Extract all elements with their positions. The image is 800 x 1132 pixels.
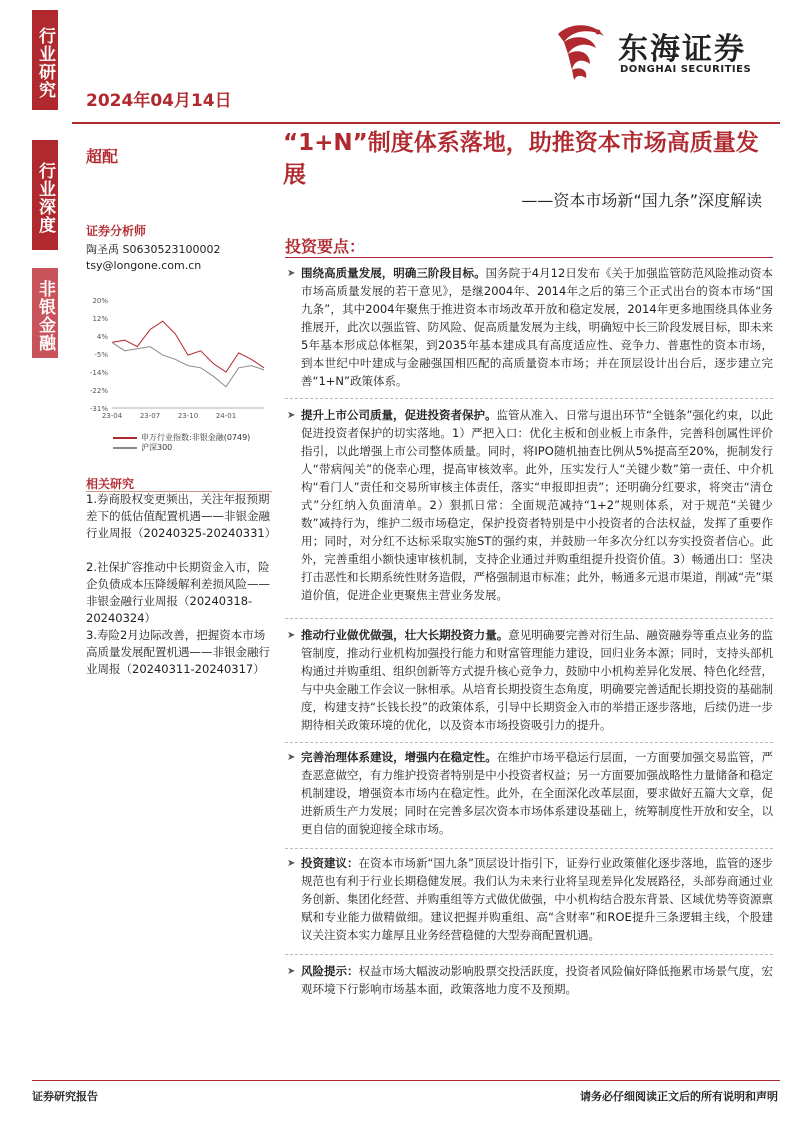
- x-tick-label: 23-10: [177, 412, 199, 420]
- analyst-heading: 证券分析师: [86, 224, 147, 238]
- series-line-nonbank: [112, 321, 264, 372]
- logo-english-name: DONGHAI SECURITIES: [620, 64, 752, 75]
- performance-line-chart: [84, 290, 269, 425]
- rating-label: 超配: [86, 147, 119, 166]
- key-points-heading: 投资要点：: [285, 237, 366, 256]
- section-divider: [285, 398, 773, 399]
- related-research-heading: 相关研究: [86, 477, 135, 491]
- bullet-arrow-icon: ➤: [287, 268, 296, 279]
- key-point-paragraph: [301, 626, 773, 734]
- y-tick-label: 12%: [92, 315, 108, 323]
- analyst-name-code: 陶圣禹 S0630523100002: [86, 243, 221, 256]
- analyst-email[interactable]: tsy@longone.com.cn: [86, 259, 202, 272]
- legend-item-csi300: [113, 442, 172, 453]
- side-tab-nonbank-finance: 非银金融: [32, 268, 58, 358]
- related-research-item[interactable]: 1.券商股权变更频出，关注年报预期差下的低估值配置机遇——非银金融行业周报（20240325-20240331）: [86, 492, 277, 540]
- bullet-arrow-icon: ➤: [287, 966, 296, 977]
- footer-disclaimer: 请务必仔细阅读正文后的所有说明和声明: [580, 1090, 778, 1103]
- report-title: “1+N”制度体系落地，助推资本市场高质量发展: [283, 130, 759, 188]
- legend-swatch-csi300: [113, 447, 137, 449]
- key-point-lead: 围绕高质量发展，明确三阶段目标。: [301, 266, 486, 280]
- key-point-text: 在资本市场新“国九条”顶层设计指引下，证券行业政策催化逐步落地，监管的逐步规范也有利于行业长期稳健发展。我们认为未来行业将呈现差异化发展路径，头部券商通过业务创新、集团化经营、并购重组等方式做优做强，中小机构结合股东背景、区域优势等资源禀赋和专业能力做精做细。建议把握并购重组、高“含财率”和ROE提升三条逻辑主线，个股建议关注资本实力雄厚且业务经营稳健的大型券商配置机遇。: [301, 856, 773, 942]
- section-divider: [285, 618, 773, 619]
- key-point-text: 意见明确要完善对衍生品、融资融券等重点业务的监管制度，推动行业机构加强投行能力和财富管理能力建设，回归业务本源；同时，支持头部机构通过并购重组、组织创新等方式提升核心竞争力，鼓励中小机构差异化发展、特色化经营，与中央金融工作会议一脉相承。从培育长期投资生态角度，明确要完善适配长期投资的基础制度，构建支持“长钱长投”的政策体系，引导中长期资金入市的举措正逐步落地，后续仍进一步期待相关政策环境的优化，以及资本市场投资吸引力的提升。: [301, 628, 774, 732]
- dragon-logo-icon: [550, 20, 612, 82]
- company-logo: [550, 20, 780, 82]
- bullet-arrow-icon: ➤: [287, 752, 296, 763]
- header-divider: [72, 122, 780, 124]
- section-divider: [285, 954, 773, 955]
- x-tick-label: 23-07: [139, 412, 161, 420]
- bullet-arrow-icon: ➤: [287, 410, 296, 421]
- related-research-item[interactable]: 3.寿险2月边际改善，把握资本市场高质量发展配置机遇——非银金融行业周报（20240311-20240317）: [86, 628, 270, 676]
- footer-report-type: 证券研究报告: [32, 1090, 98, 1103]
- section-divider: [285, 742, 773, 743]
- x-tick-label: 23-04: [101, 412, 123, 420]
- footer-divider: [32, 1080, 780, 1081]
- y-tick-label: -22%: [89, 387, 108, 395]
- legend-swatch-nonbank: [113, 437, 137, 439]
- y-tick-label: 20%: [92, 297, 108, 305]
- side-tab-industry-research: 行业研究: [32, 10, 58, 110]
- y-tick-label: -5%: [94, 351, 108, 359]
- report-subtitle: ——资本市场新“国九条”深度解读: [521, 191, 762, 210]
- related-research-item[interactable]: 2.社保扩容推动中长期资金入市，险企负债成本压降缓解利差损风险——非银金融行业周报（20240318-20240324）: [86, 560, 270, 625]
- y-tick-label: -31%: [89, 405, 108, 413]
- key-point-lead: 提升上市公司质量，促进投资者保护。: [301, 408, 497, 422]
- key-point-paragraph: [301, 962, 773, 998]
- key-point-paragraph: [301, 406, 773, 604]
- key-point-text: 在维护市场平稳运行层面，一方面要加强交易监管，严查恶意做空，有力维护投资者特别是中小投资者权益；另一方面要加强战略性力量储备和稳定机制建设，增强资本市场内在稳定性。此外，在全面深化改革层面，要求做好五篇大文章，促进新质生产力发展；同时在完善多层次资本市场体系建设基础上，统筹制度性开放和安全，以更自信的面貌迎接全球市场。: [301, 750, 774, 836]
- side-tab-industry-depth: 行业深度: [32, 140, 58, 250]
- legend-label-nonbank: 申万行业指数:非银金融(0749): [141, 433, 251, 442]
- key-point-paragraph: [301, 854, 773, 944]
- series-line-csi300: [112, 342, 264, 386]
- key-point-lead: 完善治理体系建设，增强内在稳定性。: [301, 750, 497, 764]
- report-date: 2024年04月14日: [86, 91, 232, 111]
- key-point-lead: 风险提示：: [301, 964, 359, 978]
- y-tick-label: -14%: [89, 369, 108, 377]
- key-point-text: 国务院于4月12日发布《关于加强监管防范风险推动资本市场高质量发展的若干意见》，是继2004年、2014年之后的第三个正式出台的资本市场“国九条”，其中2004年聚焦于推进资本市场改革开放和稳定发展，2014年更多地围绕具体业务推展开，此次以强监管、防风险、促高质量发展为主线，明确短中长三阶段发展目标，即未来5年基本形成总体框架，到2035年基本建成具有高度适应性、竞争力、普惠性的资本市场，到本世纪中叶建成与金融强国相匹配的高质量资本市场；并在顶层设计出台后，逐步建立完善“1+N”政策体系。: [301, 266, 774, 388]
- key-point-lead: 推动行业做优做强，壮大长期投资力量。: [301, 628, 509, 642]
- section-divider: [285, 848, 773, 849]
- x-tick-label: 24-01: [215, 412, 237, 420]
- key-point-text: 权益市场大幅波动影响股票交投活跃度，投资者风险偏好降低拖累市场景气度，宏观环境下行影响市场基本面，政策落地力度不及预期。: [301, 964, 773, 996]
- y-tick-label: 4%: [96, 333, 108, 341]
- logo-chinese-name: 东海证券: [618, 32, 746, 67]
- key-points-divider: [285, 257, 773, 258]
- bullet-arrow-icon: ➤: [287, 630, 296, 641]
- key-point-paragraph: [301, 264, 773, 390]
- bullet-arrow-icon: ➤: [287, 858, 296, 869]
- key-point-lead: 投资建议：: [301, 856, 359, 870]
- key-point-paragraph: [301, 748, 773, 838]
- legend-label-csi300: 沪深300: [141, 443, 173, 452]
- key-point-text: 监管从准入、日常与退出环节“全链条”强化约束，以此促进投资者保护的切实落地。1）严把入口：优化主板和创业板上市条件，完善科创属性评价指引，以此增强上市公司整体质量。同时，将IPO随机抽查比例从5%提高至20%，扼制发行人“带病闯关”的侥幸心理，提高审核效率。此外，压实发行人“关键少数”第一责任、中介机构“看门人”责任和交易所审核主体责任，落实“申报即担责”；还明确分红要求，将突击“清仓式”分红纳入负面清单。2）狠抓日常：全面规范减持“1+2”规则体系，对于规范“关键少数”减持行为，维护二级市场稳定，保护投资者特别是中小投资者的合法权益，发挥了重要作用；同时，对分红不达标采取实施ST的强约束，并鼓励一年多次分红以夯实投资者信心。此外，完善重组小额快速审核机制，支持企业通过并购重组提升投资价值。3）畅通出口：坚决打击恶性和长期系统性财务造假，严格强制退市标准；此外，畅通多元退市渠道，削减“壳”渠道价值，促进企业更聚焦主营业务发展。: [301, 408, 773, 602]
